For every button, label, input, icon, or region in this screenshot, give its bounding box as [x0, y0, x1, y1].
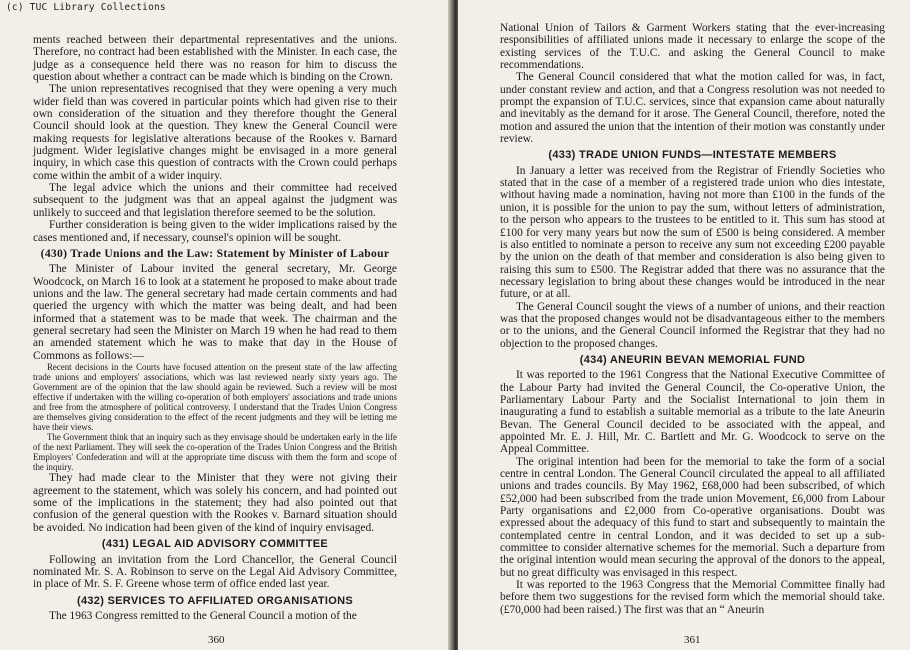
paragraph: They had made clear to the Minister that they were not giving their agreement to the statement, which was solely his concern, and had pointed out some of the implications in the statement; they had also pointed out that confusion of the general question with the Rookes v. Barnard situation should be avoided. No indication had been given of the kind of inquiry envisaged.	[33, 472, 397, 534]
paragraph: National Union of Tailors & Garment Workers stating that the ever-increasing responsibilities of affiliated unions made it necessary to enlarge the scope of the existing services of the T.U.C. and asking the General Council to make recommendations.	[500, 22, 885, 72]
watermark: (c) TUC Library Collections	[6, 2, 166, 13]
quote-paragraph: The Government think that an inquiry such as they envisage should be undertaken early in the life of the next Parliament. They will seek the co-operation of the Trades Union Congress and the British Employers' Confederation and will at the appropriate time discuss with them the form and scope of the inquiry.	[33, 432, 397, 473]
section-heading-430: (430) Trade Unions and the Law: Statement by Minister of Labour	[40, 246, 390, 260]
quoted-statement	[33, 362, 397, 473]
left-page	[0, 0, 452, 650]
paragraph: It was reported to the 1961 Congress that the National Executive Committee of the Labour Party had invited the General Council, the Co-operative Union, the Parliamentary Labour Party and the Socialist International to join them in inaugurating a fund to establish a suitable memorial as a tribute to the late Aneurin Bevan. The General Council decided to be associated with the appeal, and appointed Mr. E. J. Hill, Mr. C. Bartlett and Mr. G. Woodcock to serve on the Appeal Committee.	[500, 369, 885, 456]
page-number: 360	[208, 634, 225, 646]
section-heading-432: (432) SERVICES TO AFFILIATED ORGANISATIONS	[76, 594, 354, 607]
paragraph: ments reached between their departmental representatives and the unions. Therefore, no contract had been established with the Minister. In each case, the judge as a consequence held there was no reason for him to discuss the question about whether a contract can be made which is binding on the Crown.	[33, 34, 397, 84]
left-text-column	[33, 34, 397, 622]
section-heading-433: (433) TRADE UNION FUNDS—INTESTATE MEMBERS	[548, 149, 837, 162]
paragraph: The General Council sought the views of a number of unions, and their reaction was that the proposed changes would not be disadvantageous either to the members or to the unions, and the General Council informed the Registrar that they had no objection to the proposed changes.	[500, 300, 885, 350]
right-page	[458, 0, 910, 650]
paragraph: The original intention had been for the memorial to take the form of a social centre in central London. The General Council circulated the appeal to all affiliated unions and trades councils. By May 1962, £68,000 had been subscribed, of which £52,000 had been subscribed from the trade union Movement, £6,000 from Labour Party organisations and £2,000 from Co-operative organisations. Doubt was expressed about the adequacy of this fund to start and subsequently to maintain the contemplated centre in central London, and it was decided to set up a sub-committee to consider alternative schemes for the memorial. Such a departure from the original intention would mean securing the approval of the donors to the appeal, but no great difficulty was envisaged in this respect.	[500, 455, 885, 579]
paragraph: It was reported to the 1963 Congress that the Memorial Committee finally had before them two suggestions for the revised form which the memorial should take. (£70,000 had been raised.) The first was that an “ Aneurin	[500, 579, 885, 616]
paragraph: The 1963 Congress remitted to the General Council a motion of the	[49, 609, 357, 622]
section-heading-431: (431) LEGAL AID ADVISORY COMMITTEE	[101, 538, 329, 551]
paragraph: In January a letter was received from the Registrar of Friendly Societies who stated that in the case of a member of a registered trade union who dies intestate, without having made a nomination, having not more than £100 in the funds of the union, it is possible for the union to pay the sum, without letters of administration, to the person who appears to the trustees to be entitled to it. This sum has stood at £100 for very many years but now the sum of £500 is being considered. A member is also entitled to nominate a person to receive any sum not exceeding £200 payable by the union on the death of that member and consideration is also being given to raising this sum to £500. The Registrar added that there was no assurance that the necessary legislation to bring about these changes would be introduced in the near future, or at all.	[500, 164, 885, 301]
paragraph: The legal advice which the unions and their committee had received subsequent to the judgment was that an appeal against the judgment was unlikely to succeed and that legislation therefore seemed to be the solution.	[33, 182, 397, 219]
paragraph: The union representatives recognised that they were opening a very much wider field than was covered in particular points which had given rise to their own consideration of the situation and they therefore thought the General Council should look at the question. They knew the General Council were making requests for legislative alterations because of the Rookes v. Barnard judgment. Wider legislative changes might be envisaged in a more general inquiry, in which case this question of contracts with the Crown could perhaps come within the ambit of a wider inquiry.	[33, 83, 397, 182]
paragraph: Further consideration is being given to the wider implications raised by the cases mentioned and, if necessary, counsel's opinion will be sought.	[33, 219, 397, 244]
paragraph: The General Council considered that what the motion called for was, in fact, under constant review and action, and that a Congress resolution was not needed to prompt the expansion of T.U.C. services, since that expansion came about naturally and inevitably as the demand for it arose. The General Council, therefore, noted the motion and assured the union that the intention of their motion was constantly under review.	[500, 71, 885, 146]
paragraph: The Minister of Labour invited the general secretary, Mr. George Woodcock, on March 16 to look at a statement he proposed to make about trade unions and the law. The general secretary had made certain comments and had queried the urgency with which the matter was being dealt, and had been informed that a statement was to be made that week. The chairman and the general secretary had seen the Minister on March 19 when he had read to them an amended statement which he was to make that day in the House of Commons as follows:—	[33, 263, 397, 362]
right-text-column	[500, 22, 885, 616]
page-number: 361	[684, 634, 701, 646]
section-heading-434: (434) ANEURIN BEVAN MEMORIAL FUND	[579, 353, 806, 366]
quote-paragraph: Recent decisions in the Courts have focused attention on the present state of the law affecting trade unions and employers' associations, which was last reviewed nearly sixty years ago. The Government are of the opinion that the law should again be reviewed. Such a review will be most effective if undertaken with the willing co-operation of both employers' associations and trade unions and free from the atmosphere of political controversy. I understand that the Trades Union Congress are themselves giving consideration to the effect of the recent judgments and they will be letting me have their views.	[33, 361, 397, 433]
paragraph: Following an invitation from the Lord Chancellor, the General Council nominated Mr. S. A. Robinson to serve on the Legal Aid Advisory Committee, in place of Mr. S. F. Greene whose term of office ended last year.	[33, 553, 397, 591]
